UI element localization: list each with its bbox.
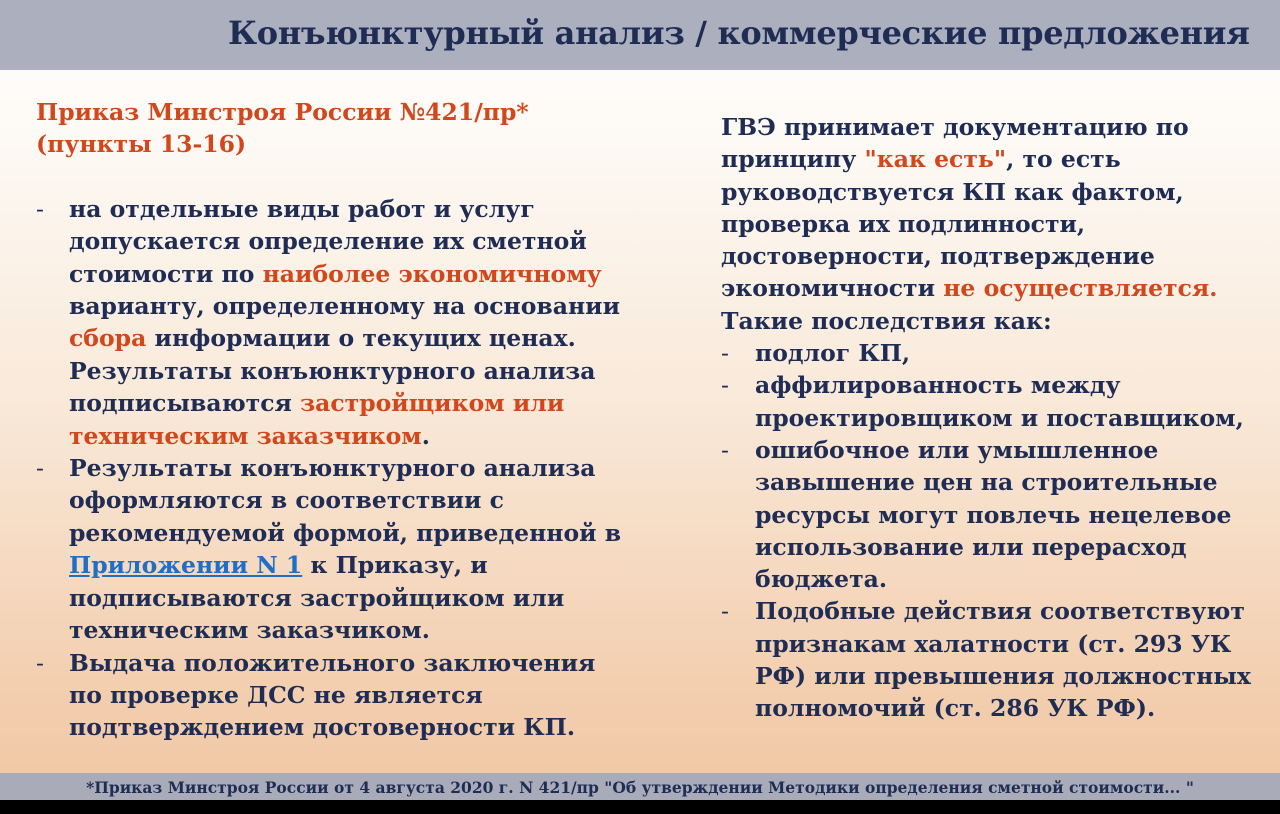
left-bullet-list [36, 193, 626, 744]
right-bullet-list [721, 337, 1251, 725]
list-item: - на отдельные виды работ и услуг допускается определение их сметной стоимости по наиболее экономичному варианту, определенному на основании сбора информации о текущих ценах. Результаты конъюнктурного анализа подписываются застройщиком или техническим заказчиком. [36, 193, 626, 452]
gve-paragraph: ГВЭ принимает документацию по принципу "как есть", то есть руководствуется КП как фактом, проверка их подлинности, достоверности, подтверждение экономичности не осуществляется. [721, 113, 1218, 303]
highlight-text: "как есть" [864, 145, 1007, 174]
consequences-label: Такие последствия как: [721, 306, 1052, 335]
right-column [721, 111, 1251, 725]
highlight-text: не осуществляется. [943, 274, 1218, 303]
footnote: *Приказ Минстроя России от 4 августа 2020 г. N 421/пр "Об утверждении Методики определения сметной стоимости... " [86, 778, 1194, 797]
highlight-text: наиболее экономичному [262, 259, 602, 288]
bottom-border [0, 800, 1280, 814]
list-item: - аффилированность между проектировщиком и поставщиком, [721, 369, 1251, 434]
slide-title: Конъюнктурный анализ / коммерческие предложения [228, 14, 1250, 52]
list-item: - Результаты конъюнктурного анализа оформляются в соответствии с рекомендуемой формой, приведенной в Приложении N 1 к Приказу, и подписываются застройщиком или техническим заказчиком. [36, 452, 626, 646]
list-item: - ошибочное или умышленное завышение цен на строительные ресурсы могут повлечь нецелевое использование или перерасход бюджета. [721, 434, 1251, 595]
list-item: - Выдача положительного заключения по проверке ДСС не является подтверждением достоверности КП. [36, 647, 626, 744]
order-reference-heading: Приказ Минстроя России №421/пр* (пункты 13-16) [36, 98, 529, 159]
left-column [36, 96, 626, 744]
appendix-link[interactable]: Приложении N 1 [69, 551, 303, 580]
highlight-text: застройщиком или техническим заказчиком [69, 389, 565, 450]
list-item: - подлог КП, [721, 337, 1251, 369]
highlight-text: сбора [69, 324, 147, 353]
list-item: - Подобные действия соответствуют признакам халатности (ст. 293 УК РФ) или превышения должностных полномочий (ст. 286 УК РФ). [721, 595, 1251, 724]
title-bar [0, 0, 1280, 70]
